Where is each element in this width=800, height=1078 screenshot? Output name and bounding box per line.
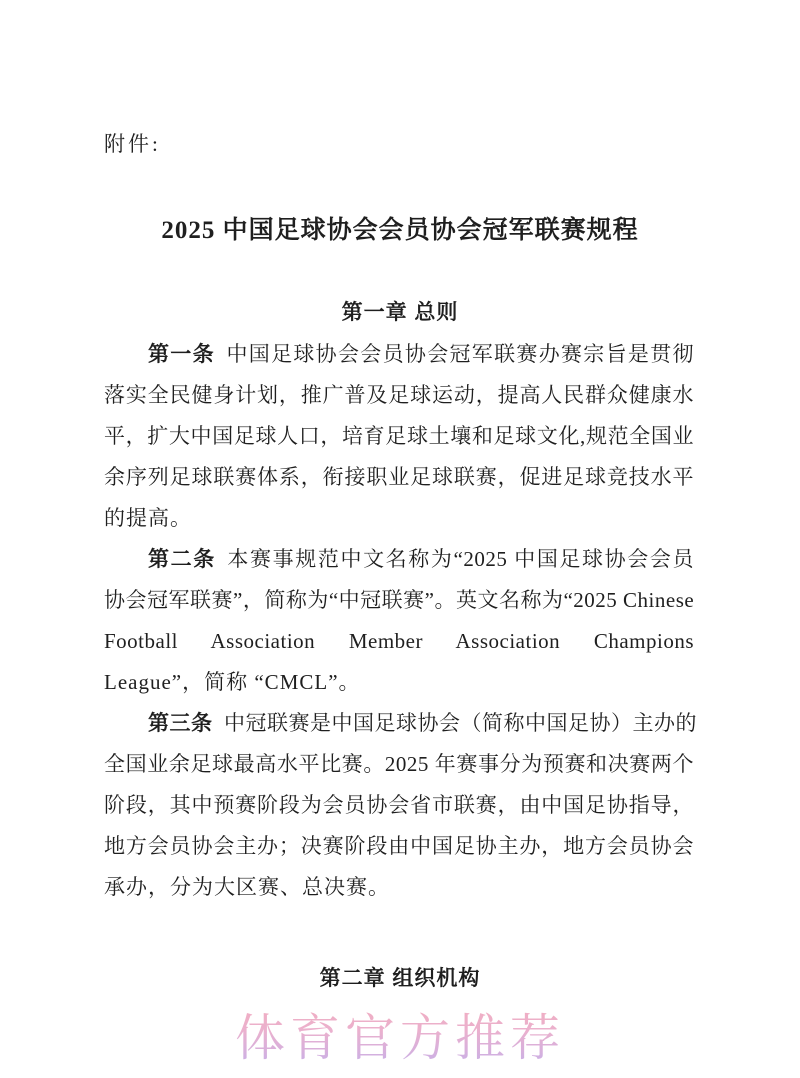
document-body [104, 334, 698, 908]
article2-line-4: League”，简称 “CMCL”。 [104, 670, 361, 694]
attachment-label: 附件: [104, 132, 161, 156]
chapter2-heading: 第二章 组织机构 [319, 967, 481, 990]
article1-line-4: 余序列足球联赛体系，衔接职业足球联赛，促进足球竞技水平 [104, 465, 694, 489]
article1-line-3: 平，扩大中国足球人口，培育足球土壤和足球文化,规范全国业 [104, 424, 694, 448]
article3-line-2: 全国业余足球最高水平比赛。2025 年赛事分为预赛和决赛两个 [104, 752, 694, 776]
chapter1-heading: 第一章 总则 [341, 301, 459, 324]
watermark-text: 体育官方推荐 [0, 998, 800, 1070]
article2-number: 第二条 [148, 548, 216, 571]
article3-line-5: 承办，分为大区赛、总决赛。 [104, 875, 390, 899]
article1-line-2: 落实全民健身计划，推广普及足球运动，提高人民群众健康水 [104, 383, 694, 407]
article2-text: 本赛事规范中文名称为“2025 中国足球协会会员 [227, 547, 694, 571]
article1-line-1 [104, 334, 694, 375]
article3-text: 中冠联赛是中国足球协会（简称中国足协）主办的 [224, 711, 698, 735]
article2-line-3: Football Association Member Association Champions [104, 629, 694, 653]
article3-line-4: 地方会员协会主办；决赛阶段由中国足协主办，地方会员协会 [104, 834, 694, 858]
article3-line-1 [104, 703, 698, 744]
document-title: 2025 中国足球协会会员协会冠军联赛规程 [161, 217, 639, 244]
article1-number: 第一条 [148, 343, 215, 366]
article1-line-5: 的提高。 [104, 506, 192, 530]
article2-line-1 [104, 539, 694, 580]
article1-text: 中国足球协会会员协会冠军联赛办赛宗旨是贯彻 [226, 342, 695, 366]
article2-line-2: 协会冠军联赛”，简称为“中冠联赛”。英文名称为“2025 Chinese [104, 588, 695, 612]
article3-number: 第三条 [148, 712, 213, 735]
article3-line-3: 阶段，其中预赛阶段为会员协会省市联赛，由中国足协指导， [104, 793, 694, 817]
